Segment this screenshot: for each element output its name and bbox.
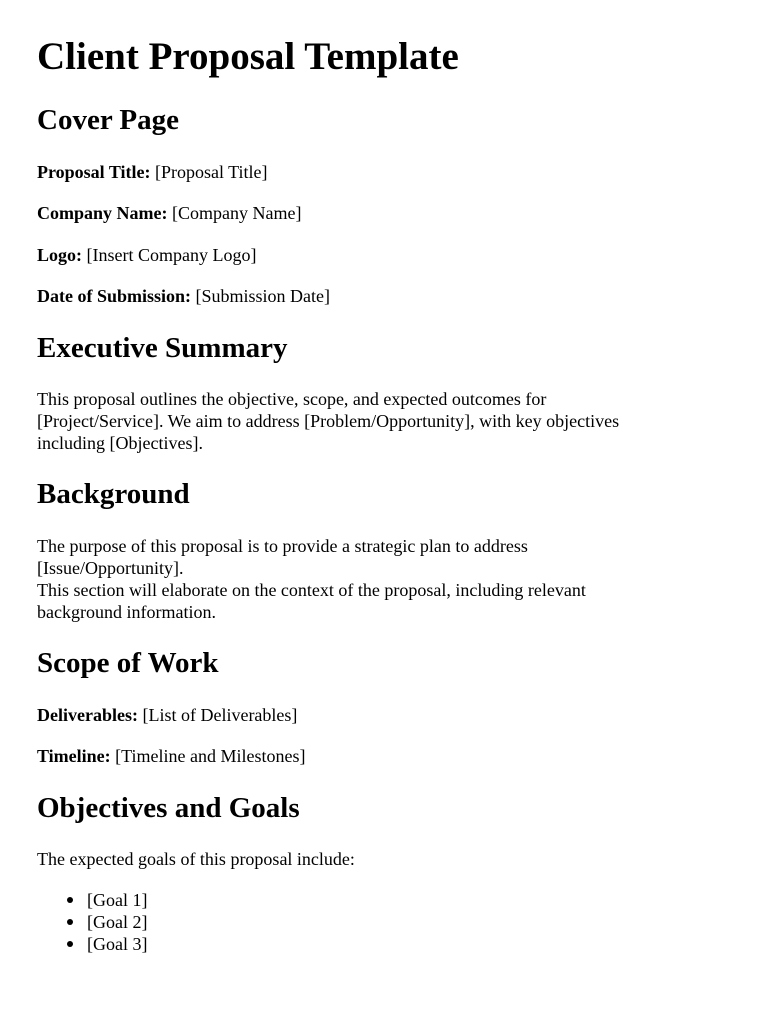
section-heading-background: Background bbox=[37, 478, 190, 510]
background-paragraph bbox=[37, 535, 727, 623]
field-value: [Proposal Title] bbox=[155, 162, 268, 182]
list-item-text: [Goal 1] bbox=[87, 890, 148, 910]
field-deliverables bbox=[37, 704, 297, 726]
paragraph-line: including [Objectives]. bbox=[37, 433, 203, 453]
executive-summary-paragraph bbox=[37, 388, 727, 454]
list-item-text: [Goal 2] bbox=[87, 912, 148, 932]
goals-list bbox=[37, 889, 147, 955]
field-label: Logo: bbox=[37, 245, 82, 265]
field-label: Timeline: bbox=[37, 746, 111, 766]
field-date-of-submission bbox=[37, 285, 330, 307]
paragraph-line: [Issue/Opportunity]. bbox=[37, 558, 184, 578]
bullet-icon bbox=[67, 897, 73, 903]
field-value: [List of Deliverables] bbox=[142, 705, 298, 725]
paragraph-line: The purpose of this proposal is to provide a strategic plan to address bbox=[37, 536, 528, 556]
field-proposal-title bbox=[37, 161, 268, 183]
field-value: [Submission Date] bbox=[195, 286, 331, 306]
section-heading-scope-of-work: Scope of Work bbox=[37, 647, 219, 679]
section-heading-executive-summary: Executive Summary bbox=[37, 332, 288, 364]
paragraph-line: background information. bbox=[37, 602, 216, 622]
field-value: [Timeline and Milestones] bbox=[115, 746, 306, 766]
section-heading-cover-page: Cover Page bbox=[37, 104, 179, 136]
objectives-intro: The expected goals of this proposal include: bbox=[37, 849, 355, 869]
field-label: Proposal Title: bbox=[37, 162, 151, 182]
list-item bbox=[87, 911, 147, 933]
section-heading-objectives-and-goals: Objectives and Goals bbox=[37, 792, 300, 824]
field-timeline bbox=[37, 745, 306, 767]
bullet-icon bbox=[67, 919, 73, 925]
field-label: Company Name: bbox=[37, 203, 168, 223]
page-title: Client Proposal Template bbox=[37, 35, 459, 78]
field-label: Date of Submission: bbox=[37, 286, 192, 306]
field-logo bbox=[37, 244, 256, 266]
field-value: [Insert Company Logo] bbox=[86, 245, 257, 265]
field-value: [Company Name] bbox=[172, 203, 302, 223]
bullet-icon bbox=[67, 941, 73, 947]
field-company-name bbox=[37, 202, 301, 224]
list-item bbox=[87, 889, 147, 911]
field-label: Deliverables: bbox=[37, 705, 138, 725]
list-item bbox=[87, 933, 147, 955]
paragraph-line: [Project/Service]. We aim to address [Problem/Opportunity], with key objectives bbox=[37, 411, 620, 431]
paragraph-line: This section will elaborate on the context of the proposal, including relevant bbox=[37, 580, 586, 600]
list-item-text: [Goal 3] bbox=[87, 934, 148, 954]
paragraph-line: This proposal outlines the objective, scope, and expected outcomes for bbox=[37, 389, 547, 409]
